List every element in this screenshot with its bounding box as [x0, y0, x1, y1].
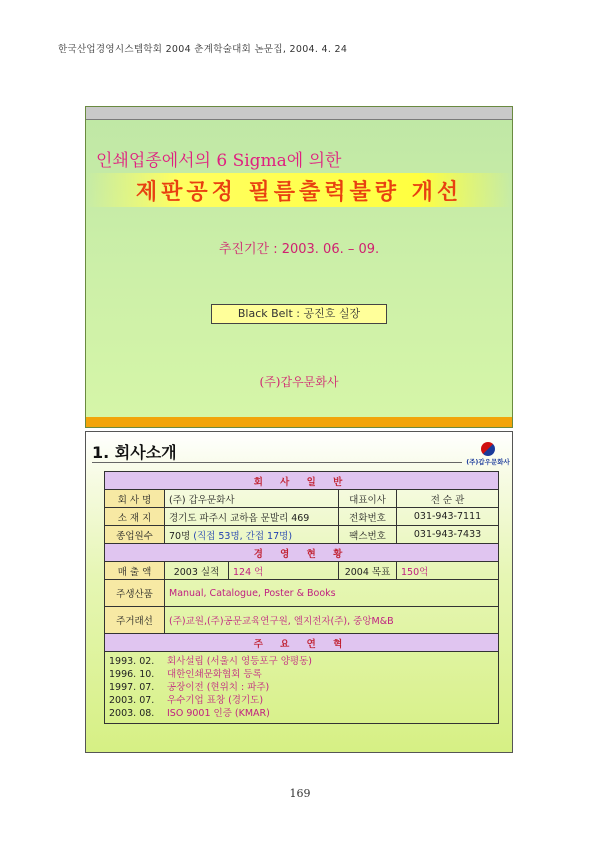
- history-item: [109, 655, 494, 668]
- logo-mark-icon: [481, 442, 495, 456]
- history-item: [109, 694, 494, 707]
- slide-title-line1: 인쇄업종에서의 6 Sigma에 의한: [96, 151, 342, 171]
- table-row: [105, 562, 499, 580]
- section-title: 1. 회사소개: [92, 443, 177, 462]
- history-event: ISO 9001 인증 (KMAR): [167, 708, 270, 719]
- proceedings-header: 한국산업경영시스템학회 2004 춘계학술대회 논문집, 2004. 4. 24: [58, 44, 348, 55]
- table-row: [105, 526, 499, 544]
- table-row: [105, 652, 499, 724]
- fax-value: 031-943-7433: [397, 526, 499, 544]
- history-event: 공장이전 (현위치 : 파주): [167, 682, 270, 693]
- phone-label: 전화번호: [339, 508, 397, 526]
- company-info-table: [104, 471, 499, 724]
- history-date: 1997. 07.: [109, 682, 155, 693]
- slide-bottom-band: [86, 417, 512, 427]
- table-row: [105, 634, 499, 652]
- slide-title-line2: 제판공정 필름출력불량 개선: [135, 179, 463, 205]
- table-row: [105, 607, 499, 634]
- name-label: 회 사 명: [105, 490, 165, 508]
- name-value: (주) 갑우문화사: [165, 490, 339, 508]
- page-number: 169: [289, 787, 311, 800]
- history-date: 2003. 07.: [109, 695, 155, 706]
- sales-label: 매 출 액: [105, 562, 165, 580]
- history-date: 1993. 02.: [109, 656, 155, 667]
- business-header: 경 영 현 황: [105, 544, 499, 562]
- sales-target-value: 150억: [397, 562, 499, 580]
- address-value: 경기도 파주시 교하읍 문발리 469: [165, 508, 339, 526]
- history-event: 대한인쇄문화협회 등록: [167, 669, 262, 680]
- slide-top-band: [86, 107, 512, 120]
- employees-detail: (직접 53명, 간접 17명): [193, 530, 293, 542]
- history-header: 주 요 연 혁: [105, 634, 499, 652]
- company-intro-slide: [85, 431, 513, 753]
- clients-value: (주)교원,(주)공문교육연구원, 엘지전자(주), 중앙M&B: [165, 607, 499, 634]
- history-item: [109, 681, 494, 694]
- overview-header: 회 사 일 반: [105, 472, 499, 490]
- slide-company-name: (주)갑우문화사: [259, 375, 339, 389]
- products-label: 주생산품: [105, 580, 165, 607]
- sales-year-target: 2004 목표: [339, 562, 397, 580]
- address-label: 소 재 지: [105, 508, 165, 526]
- products-value: Manual, Catalogue, Poster & Books: [165, 580, 499, 607]
- employees-value: 70명: [169, 530, 191, 542]
- history-item: [109, 668, 494, 681]
- title-slide: [85, 106, 513, 428]
- table-row: [105, 508, 499, 526]
- company-logo: [466, 442, 510, 468]
- ceo-label: 대표이사: [339, 490, 397, 508]
- sales-year-actual: 2003 실적: [165, 562, 229, 580]
- black-belt-box: Black Belt : 공진호 실장: [211, 304, 387, 324]
- sales-actual-value: 124 억: [229, 562, 339, 580]
- slide-title-highlight: [86, 173, 512, 207]
- employees-label: 종업원수: [105, 526, 165, 544]
- table-row: [105, 544, 499, 562]
- project-period: 추진기간 : 2003. 06. – 09.: [218, 242, 380, 257]
- employees-cell: [165, 526, 339, 544]
- table-row: [105, 490, 499, 508]
- phone-value: 031-943-7111: [397, 508, 499, 526]
- history-event: 회사설립 (서울시 영등포구 양평동): [167, 656, 312, 667]
- logo-text: (주)갑우문화사: [466, 458, 510, 466]
- history-item: [109, 707, 494, 720]
- section-divider: [92, 462, 462, 463]
- ceo-value: 전 순 관: [397, 490, 499, 508]
- fax-label: 팩스번호: [339, 526, 397, 544]
- history-cell: [105, 652, 499, 724]
- clients-label: 주거래선: [105, 607, 165, 634]
- history-date: 1996. 10.: [109, 669, 155, 680]
- history-event: 우수기업 표창 (경기도): [167, 695, 264, 706]
- table-row: [105, 472, 499, 490]
- table-row: [105, 580, 499, 607]
- history-date: 2003. 08.: [109, 708, 155, 719]
